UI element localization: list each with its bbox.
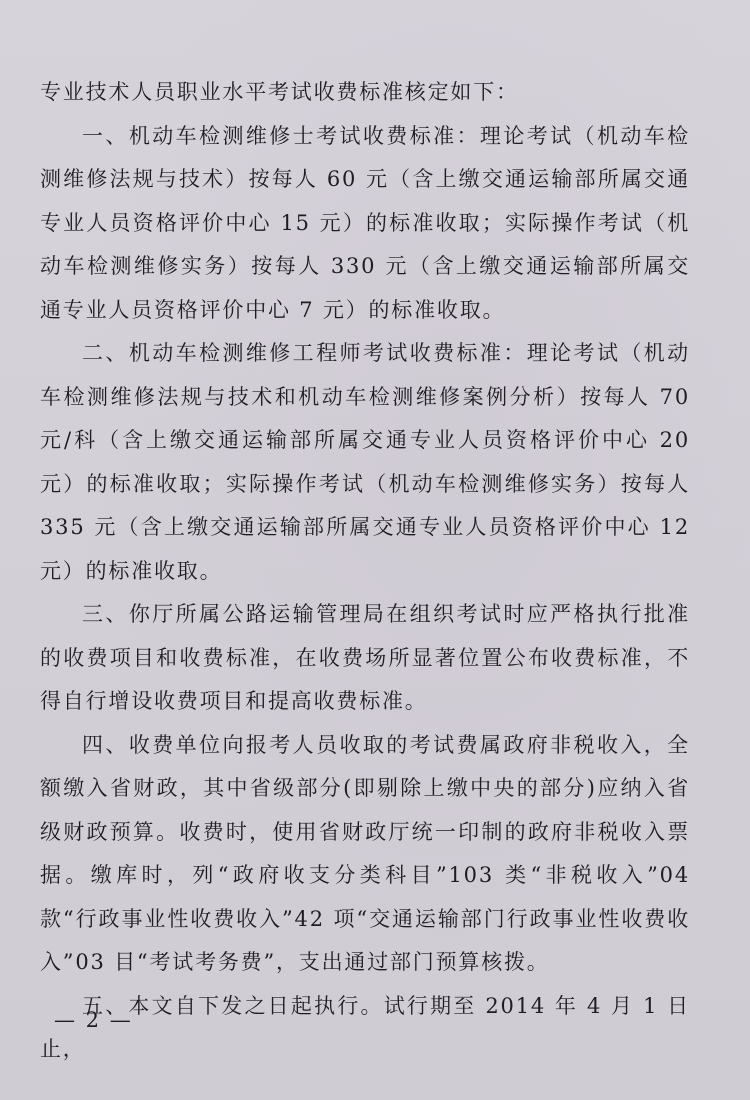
paragraph-2-engineer-fees: 二、机动车检测维修工程师考试收费标准：理论考试（机动车检测维修法规与技术和机动车检测维修案例分析）按每人 70 元/科（含上缴交通运输部所属交通专业人员资格评价中心 20 元）的标准收取；实际操作考试（机动车检测维修实务）按每人 335 元（含上缴交通运输部所属交通专业人员资格评价中心 12 元）的标准收取。: [40, 341, 690, 583]
paragraph-5-effective-date: 五、本文自下发之日起执行。试行期至 2014 年 4 月 1 日止，: [40, 993, 690, 1061]
paragraph-1-technician-fees: 一、机动车检测维修士考试收费标准：理论考试（机动车检测维修法规与技术）按每人 60 元（含上缴交通运输部所属交通专业人员资格评价中心 15 元）的标准收取；实际操作考试（机动车检测维修实务）按每人 330 元（含上缴交通运输部所属交通专业人员资格评价中心 7 元）的标准收取。: [40, 123, 690, 322]
body-text: [40, 71, 690, 1072]
intro-paragraph: 专业技术人员职业水平考试收费标准核定如下：: [40, 80, 519, 104]
page-number: — 2 —: [54, 1008, 133, 1032]
paragraph-3-fee-enforcement: 三、你厅所属公路运输管理局在组织考试时应严格执行批准的收费项目和收费标准，在收费场所显著位置公布收费标准，不得自行增设收费项目和提高收费标准。: [40, 602, 690, 713]
paragraph-4-revenue-handling: 四、收费单位向报考人员收取的考试费属政府非税收入，全额缴入省财政，其中省级部分(即剔除上缴中央的部分)应纳入省级财政预算。收费时，使用省财政厅统一印制的政府非税收入票据。缴库时，列“政府收支分类科目”103 类“非税收入”04 款“行政事业性收费收入”42 项“交通运输部门行政事业性收费收入”03 目“考试考务费”，支出通过部门预算核拨。: [40, 732, 690, 974]
